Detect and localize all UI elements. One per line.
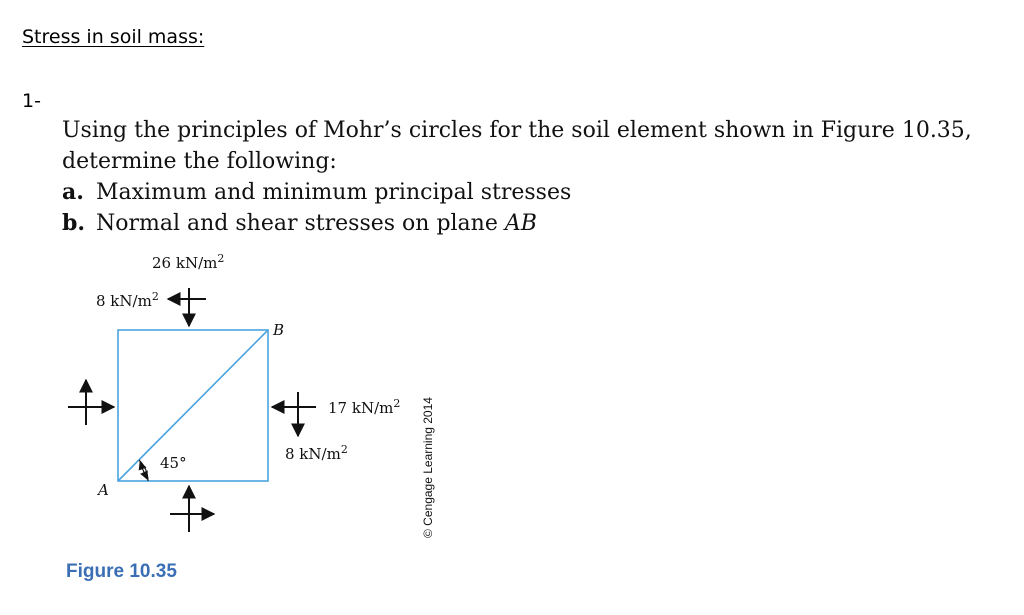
bottom-stress-arrows <box>170 486 214 532</box>
point-a-label: A <box>98 481 109 499</box>
vertical-stress-label: 26 $kN/m^2$ <box>152 252 225 272</box>
figure-caption: Figure 10.35 <box>66 561 177 582</box>
plane-ab-line <box>118 330 268 481</box>
section-heading: Stress in soil mass: <box>22 26 205 48</box>
left-stress-arrows <box>68 380 114 425</box>
point-b-label: B <box>273 321 285 339</box>
item-letter: a. <box>62 179 84 205</box>
item-text: Maximum and minimum principal stresses <box>96 180 572 205</box>
problem-intro-line-1: Using the principles of Mohr’s circles for the soil element shown in Figure 10.35, <box>62 118 972 143</box>
right-stress-arrows <box>272 392 316 436</box>
angle-label: 45° <box>160 454 187 472</box>
question-number: 1- <box>22 90 41 112</box>
problem-intro-line-2: determine the following: <box>62 149 337 174</box>
top-shear-label: 8 $kN/m^2$ <box>96 290 159 310</box>
item-text-plain: Normal and shear stresses on plane <box>96 211 505 236</box>
item-text-italic: AB <box>504 211 537 236</box>
copyright-notice: © Cengage Learning 2014 <box>421 397 435 538</box>
top-stress-arrows <box>168 288 206 326</box>
horizontal-stress-label: 17 $kN/m^2$ <box>328 397 401 417</box>
item-letter: b. <box>62 210 86 236</box>
side-shear-label: 8 $kN/m^2$ <box>285 443 348 463</box>
